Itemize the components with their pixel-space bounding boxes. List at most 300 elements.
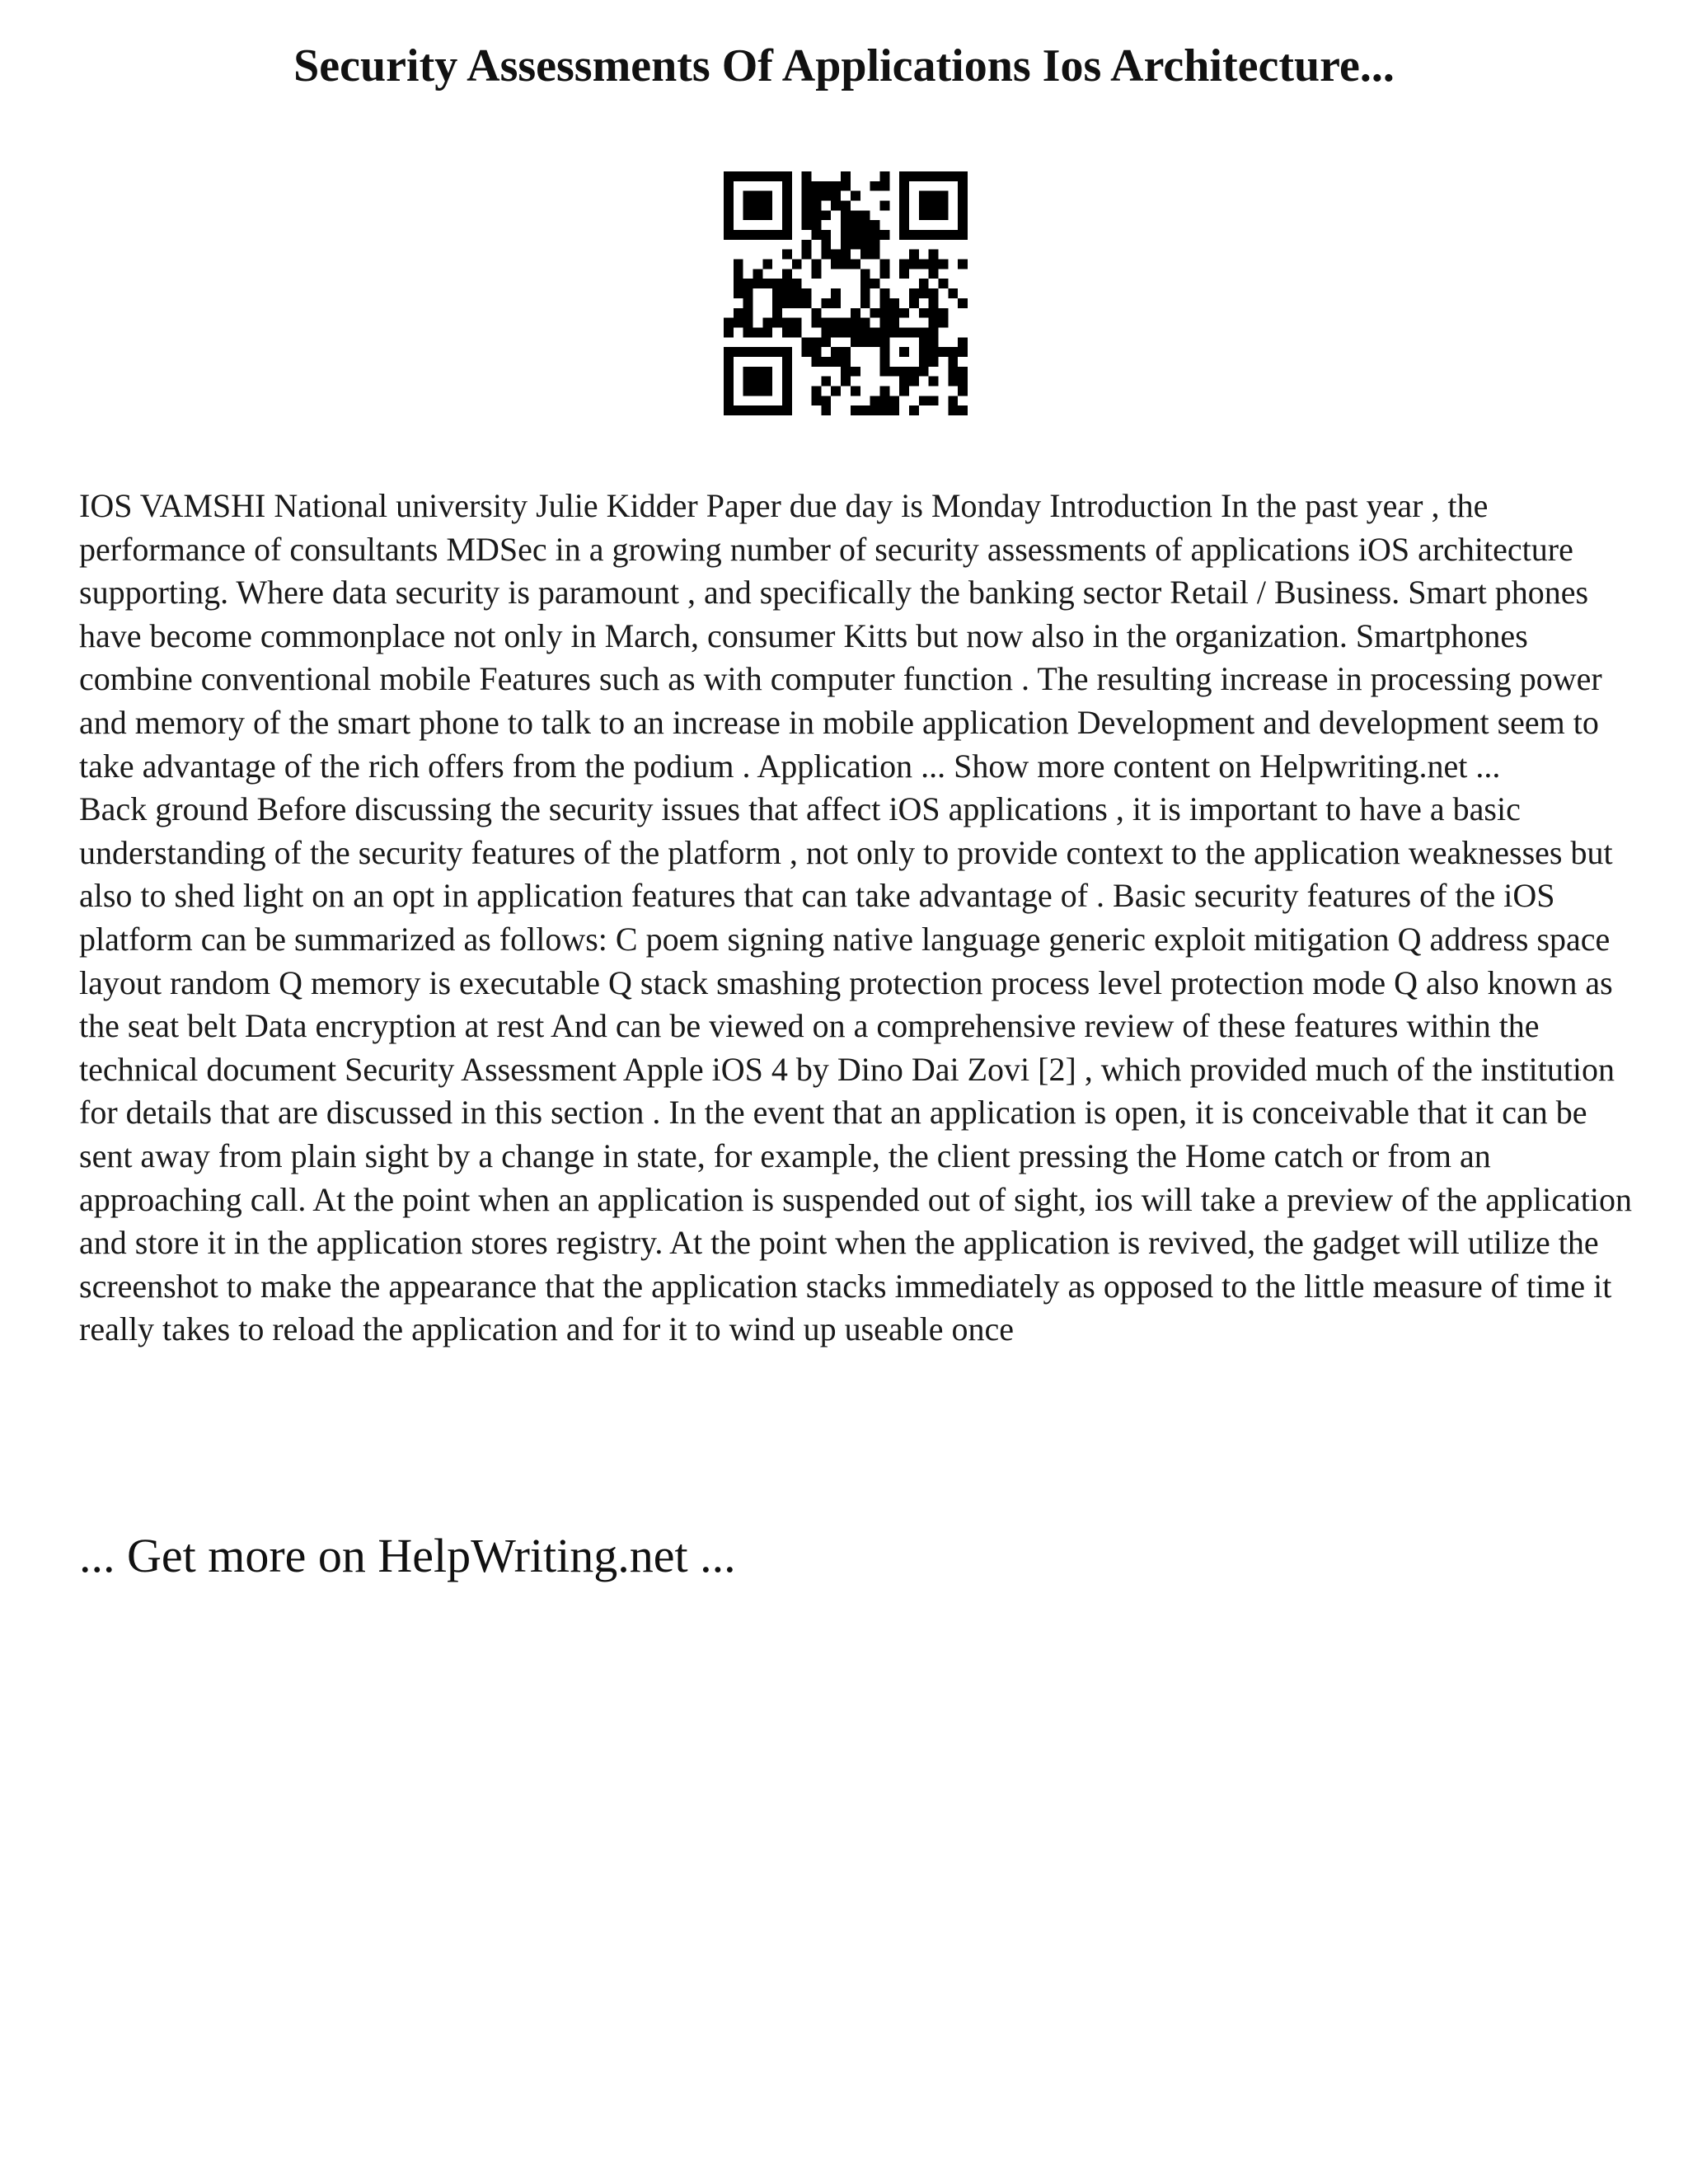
qr-module [734, 260, 743, 269]
qr-module [899, 308, 909, 318]
qr-module [802, 240, 812, 250]
qr-module [762, 210, 772, 220]
qr-module [812, 230, 822, 240]
qr-module [802, 288, 812, 298]
qr-module [929, 230, 939, 240]
qr-module [889, 405, 899, 415]
qr-module [734, 405, 743, 415]
qr-module [938, 230, 948, 240]
qr-module [841, 171, 851, 181]
qr-module [734, 230, 743, 240]
qr-module [831, 298, 841, 308]
paragraph-introduction: IOS VAMSHI National university Julie Kidder Paper due day is Monday Introduction In the past year , the performance of consultants MDSec in a growing number of security assessments of applications iOS architecture supporting. Where data security is paramount , and specifically the banking sector Retail / Business. Smart phones have become commonplace not only in March, consumer Kitts but now also in the organization. Smartphones combine conventional mobile Features such as with computer function . The resulting increase in processing power and memory of the smart phone to talk to an increase in mobile application Development and development seem to take advantage of the rich offers from the podium . Application ... Show more content on Helpwriting.net ... [79, 487, 1602, 785]
qr-module [958, 260, 968, 269]
qr-module [860, 230, 870, 240]
qr-module [821, 327, 831, 337]
qr-module [929, 318, 939, 328]
qr-module [743, 318, 753, 328]
qr-module [919, 288, 929, 298]
qr-module [782, 279, 792, 288]
qr-module [899, 367, 909, 377]
qr-module [919, 201, 929, 211]
qr-module [753, 171, 763, 181]
qr-module [772, 171, 782, 181]
qr-module [909, 250, 919, 260]
qr-module [851, 240, 860, 250]
qr-module [841, 357, 851, 367]
qr-module [879, 308, 889, 318]
qr-module [772, 298, 782, 308]
qr-module [909, 405, 919, 415]
qr-module [929, 347, 939, 357]
qr-module [948, 347, 958, 357]
qr-module [841, 260, 851, 269]
qr-module [958, 181, 968, 191]
qr-module [724, 191, 734, 201]
qr-module [929, 396, 939, 405]
qr-module [948, 405, 958, 415]
qr-module [812, 260, 822, 269]
qr-module [851, 210, 860, 220]
qr-module [919, 260, 929, 269]
qr-module [743, 171, 753, 181]
qr-module [831, 347, 841, 357]
qr-module [929, 357, 939, 367]
qr-module [762, 367, 772, 377]
document-title: Security Assessments Of Applications Ios Architecture... [293, 40, 1395, 91]
qr-module [841, 230, 851, 240]
qr-module [841, 220, 851, 230]
qr-module [782, 181, 792, 191]
qr-module [724, 220, 734, 230]
qr-module [929, 337, 939, 347]
qr-module [724, 367, 734, 377]
qr-module [821, 377, 831, 387]
qr-module [879, 367, 889, 377]
qr-module [821, 240, 831, 250]
qr-module [812, 386, 822, 396]
qr-module [919, 367, 929, 377]
qr-module [782, 171, 792, 181]
qr-module [860, 337, 870, 347]
qr-module [879, 386, 889, 396]
qr-module [782, 327, 792, 337]
qr-module [821, 210, 831, 220]
qr-module [879, 201, 889, 211]
qr-module [909, 298, 919, 308]
qr-module [919, 191, 929, 201]
qr-module [753, 191, 763, 201]
qr-module [812, 269, 822, 279]
qr-module [753, 269, 763, 279]
qr-module [831, 288, 841, 298]
qr-module [802, 347, 812, 357]
qr-module [929, 250, 939, 260]
qr-module [958, 298, 968, 308]
qr-module [812, 181, 822, 191]
qr-module [753, 367, 763, 377]
qr-module [724, 347, 734, 357]
qr-module [851, 260, 860, 269]
qr-module [938, 191, 948, 201]
qr-module [743, 298, 753, 308]
qr-module [802, 250, 812, 260]
qr-code-graphic [724, 171, 968, 415]
qr-module [753, 377, 763, 387]
qr-module [948, 171, 958, 181]
qr-module [938, 210, 948, 220]
qr-module [860, 220, 870, 230]
qr-module [919, 279, 929, 288]
qr-module [724, 210, 734, 220]
qr-module [734, 269, 743, 279]
qr-module [782, 367, 792, 377]
qr-module [753, 347, 763, 357]
qr-module [762, 201, 772, 211]
qr-module [762, 260, 772, 269]
qr-module [743, 230, 753, 240]
qr-module [762, 386, 772, 396]
qr-module [870, 337, 880, 347]
qr-module [831, 201, 841, 211]
qr-module [841, 327, 851, 337]
qr-module [802, 298, 812, 308]
qr-module [802, 171, 812, 181]
qr-module [724, 201, 734, 211]
qr-module [958, 220, 968, 230]
qr-module [879, 357, 889, 367]
qr-module [851, 191, 860, 201]
qr-module [929, 269, 939, 279]
qr-module [919, 308, 929, 318]
qr-module [753, 279, 763, 288]
qr-module [762, 171, 772, 181]
qr-module [841, 347, 851, 357]
qr-module [938, 260, 948, 269]
qr-module [919, 337, 929, 347]
qr-module [851, 405, 860, 415]
qr-module [879, 396, 889, 405]
qr-module [851, 327, 860, 337]
qr-module [753, 201, 763, 211]
qr-module [899, 377, 909, 387]
qr-module [762, 347, 772, 357]
qr-module [743, 279, 753, 288]
qr-module [831, 181, 841, 191]
qr-module [879, 318, 889, 328]
qr-module [879, 327, 889, 337]
qr-module [762, 318, 772, 328]
qr-module [919, 230, 929, 240]
qr-module [958, 210, 968, 220]
qr-module [821, 396, 831, 405]
qr-module [909, 288, 919, 298]
qr-module [802, 201, 812, 211]
qr-module [734, 171, 743, 181]
qr-module [899, 386, 909, 396]
qr-module [782, 357, 792, 367]
qr-module [724, 171, 734, 181]
qr-module [879, 260, 889, 269]
qr-module [762, 405, 772, 415]
qr-module [743, 367, 753, 377]
qr-module [821, 230, 831, 240]
qr-module [831, 357, 841, 367]
qr-module [841, 318, 851, 328]
qr-module [899, 201, 909, 211]
qr-module [948, 377, 958, 387]
qr-module [851, 337, 860, 347]
qr-module [812, 191, 822, 201]
qr-module [929, 377, 939, 387]
qr-code-icon [724, 171, 968, 415]
qr-module [958, 367, 968, 377]
qr-module [948, 288, 958, 298]
qr-module [841, 367, 851, 377]
qr-module [821, 298, 831, 308]
qr-module [782, 250, 792, 260]
qr-module [734, 318, 743, 328]
qr-module [870, 327, 880, 337]
qr-module [743, 191, 753, 201]
qr-module [938, 279, 948, 288]
qr-module [812, 308, 822, 318]
qr-module [782, 405, 792, 415]
qr-module [860, 288, 870, 298]
qr-module [958, 230, 968, 240]
qr-module [772, 230, 782, 240]
qr-module [851, 230, 860, 240]
qr-module [938, 171, 948, 181]
qr-module [841, 181, 851, 191]
qr-module [841, 210, 851, 220]
qr-module [841, 201, 851, 211]
qr-module [870, 250, 880, 260]
qr-module [782, 386, 792, 396]
qr-module [929, 201, 939, 211]
qr-module [792, 279, 802, 288]
qr-module [958, 377, 968, 387]
qr-module [724, 318, 734, 328]
qr-module [938, 347, 948, 357]
qr-module [792, 260, 802, 269]
qr-module [724, 396, 734, 405]
qr-module [909, 230, 919, 240]
qr-module [772, 279, 782, 288]
qr-module [899, 210, 909, 220]
qr-module [860, 269, 870, 279]
qr-module [948, 230, 958, 240]
qr-module [724, 181, 734, 191]
qr-module [772, 308, 782, 318]
qr-module [812, 220, 822, 230]
qr-module [899, 327, 909, 337]
qr-module [782, 210, 792, 220]
qr-module [831, 191, 841, 201]
qr-module [734, 308, 743, 318]
qr-module [743, 288, 753, 298]
qr-module [899, 347, 909, 357]
qr-module [899, 230, 909, 240]
qr-module [851, 308, 860, 318]
qr-module [860, 318, 870, 328]
qr-module [870, 181, 880, 191]
qr-module [724, 386, 734, 396]
qr-module [889, 396, 899, 405]
qr-module [821, 337, 831, 347]
qr-module [743, 405, 753, 415]
qr-module [851, 220, 860, 230]
qr-module [870, 230, 880, 240]
qr-module [821, 181, 831, 191]
qr-module [831, 250, 841, 260]
qr-module [909, 171, 919, 181]
qr-module [919, 210, 929, 220]
qr-module [782, 201, 792, 211]
qr-module [792, 298, 802, 308]
qr-module [860, 210, 870, 220]
qr-module [870, 240, 880, 250]
qr-module [782, 269, 792, 279]
qr-module [772, 347, 782, 357]
qr-module [841, 250, 851, 260]
qr-module [879, 298, 889, 308]
qr-module [860, 279, 870, 288]
qr-module [958, 191, 968, 201]
qr-module [802, 181, 812, 191]
qr-module [782, 230, 792, 240]
qr-module [724, 327, 734, 337]
qr-module [879, 347, 889, 357]
qr-module [958, 386, 968, 396]
qr-module [929, 210, 939, 220]
qr-module [909, 260, 919, 269]
qr-module [870, 405, 880, 415]
qr-module [889, 298, 899, 308]
qr-module [958, 201, 968, 211]
qr-module [743, 308, 753, 318]
document-body [79, 485, 1637, 1352]
qr-module [879, 171, 889, 181]
qr-module [929, 171, 939, 181]
paragraph-background: Back ground Before discussing the security issues that affect iOS applications , it is important to have a basic understanding of the security features of the platform , not only to provide context to the application weaknesses but also to shed light on an opt in application features that can take advantage of . Basic security features of the iOS platform can be summarized as follows: C poem signing native language generic exploit mitigation Q address space layout random Q memory is executable Q stack smashing protection process level protection mode Q also known as the seat belt Data encryption at rest And can be viewed on a comprehensive review of these features within the technical document Security Assessment Apple iOS 4 by Dino Dai Zovi [2] , which provided much of the institution for details that are discussed in this section . In the event that an application is open, it is conceivable that it can be sent away from plain sight by a change in state, for example, the client pressing the Home catch or from an approaching call. At the point when an application is suspended out of sight, ios will take a preview of the application and store it in the application stores registry. At the point when the application is revived, the gadget will utilize the screenshot to make the appearance that the application stacks immediately as opposed to the little measure of time it really takes to reload the application and for it to wind up useable once [79, 790, 1632, 1348]
qr-module [938, 308, 948, 318]
qr-module [899, 220, 909, 230]
qr-module [929, 298, 939, 308]
qr-module [948, 357, 958, 367]
qr-module [879, 405, 889, 415]
qr-module [812, 396, 822, 405]
qr-module [831, 260, 841, 269]
qr-module [762, 377, 772, 387]
qr-module [841, 377, 851, 387]
qr-module [821, 191, 831, 201]
qr-module [929, 288, 939, 298]
qr-module [879, 269, 889, 279]
qr-module [919, 396, 929, 405]
qr-module [958, 337, 968, 347]
qr-module [899, 269, 909, 279]
qr-module [958, 347, 968, 357]
qr-module [821, 405, 831, 415]
qr-module [762, 230, 772, 240]
qr-module [948, 367, 958, 377]
qr-module [743, 347, 753, 357]
qr-module [762, 327, 772, 337]
qr-module [782, 318, 792, 328]
qr-module [909, 327, 919, 337]
qr-module [782, 377, 792, 387]
qr-module [812, 201, 822, 211]
qr-module [762, 279, 772, 288]
qr-module [724, 357, 734, 367]
qr-module [958, 171, 968, 181]
qr-module [812, 337, 822, 347]
qr-module [938, 201, 948, 211]
qr-module [919, 347, 929, 357]
qr-module [743, 210, 753, 220]
qr-module [812, 318, 822, 328]
qr-module [802, 220, 812, 230]
get-more-link[interactable]: ... Get more on HelpWriting.net ... [79, 1529, 736, 1582]
qr-module [919, 327, 929, 337]
qr-module [899, 260, 909, 269]
qr-module [831, 327, 841, 337]
qr-module [879, 288, 889, 298]
qr-module [743, 386, 753, 396]
qr-module [831, 318, 841, 328]
qr-module [821, 250, 831, 260]
qr-module [802, 191, 812, 201]
qr-module [958, 405, 968, 415]
qr-module [762, 191, 772, 201]
qr-module [851, 367, 860, 377]
qr-module [772, 288, 782, 298]
qr-module [734, 288, 743, 298]
qr-module [792, 327, 802, 337]
qr-module [782, 288, 792, 298]
qr-module [802, 210, 812, 220]
qr-module [909, 367, 919, 377]
qr-module [753, 405, 763, 415]
qr-module [734, 279, 743, 288]
qr-module [743, 327, 753, 337]
qr-module [831, 386, 841, 396]
qr-module [821, 357, 831, 367]
qr-module [812, 210, 822, 220]
qr-module [772, 318, 782, 328]
qr-module [870, 279, 880, 288]
qr-module [782, 347, 792, 357]
qr-module [812, 347, 822, 357]
qr-module [782, 220, 792, 230]
qr-module [929, 308, 939, 318]
qr-module [782, 191, 792, 201]
qr-module [802, 337, 812, 347]
qr-module [899, 191, 909, 201]
qr-module [841, 240, 851, 250]
qr-module [919, 357, 929, 367]
qr-module [772, 405, 782, 415]
qr-module [860, 327, 870, 337]
qr-module [753, 230, 763, 240]
qr-module [724, 377, 734, 387]
qr-module [743, 201, 753, 211]
qr-module [919, 171, 929, 181]
qr-module [860, 405, 870, 415]
qr-module [753, 386, 763, 396]
qr-module [929, 191, 939, 201]
